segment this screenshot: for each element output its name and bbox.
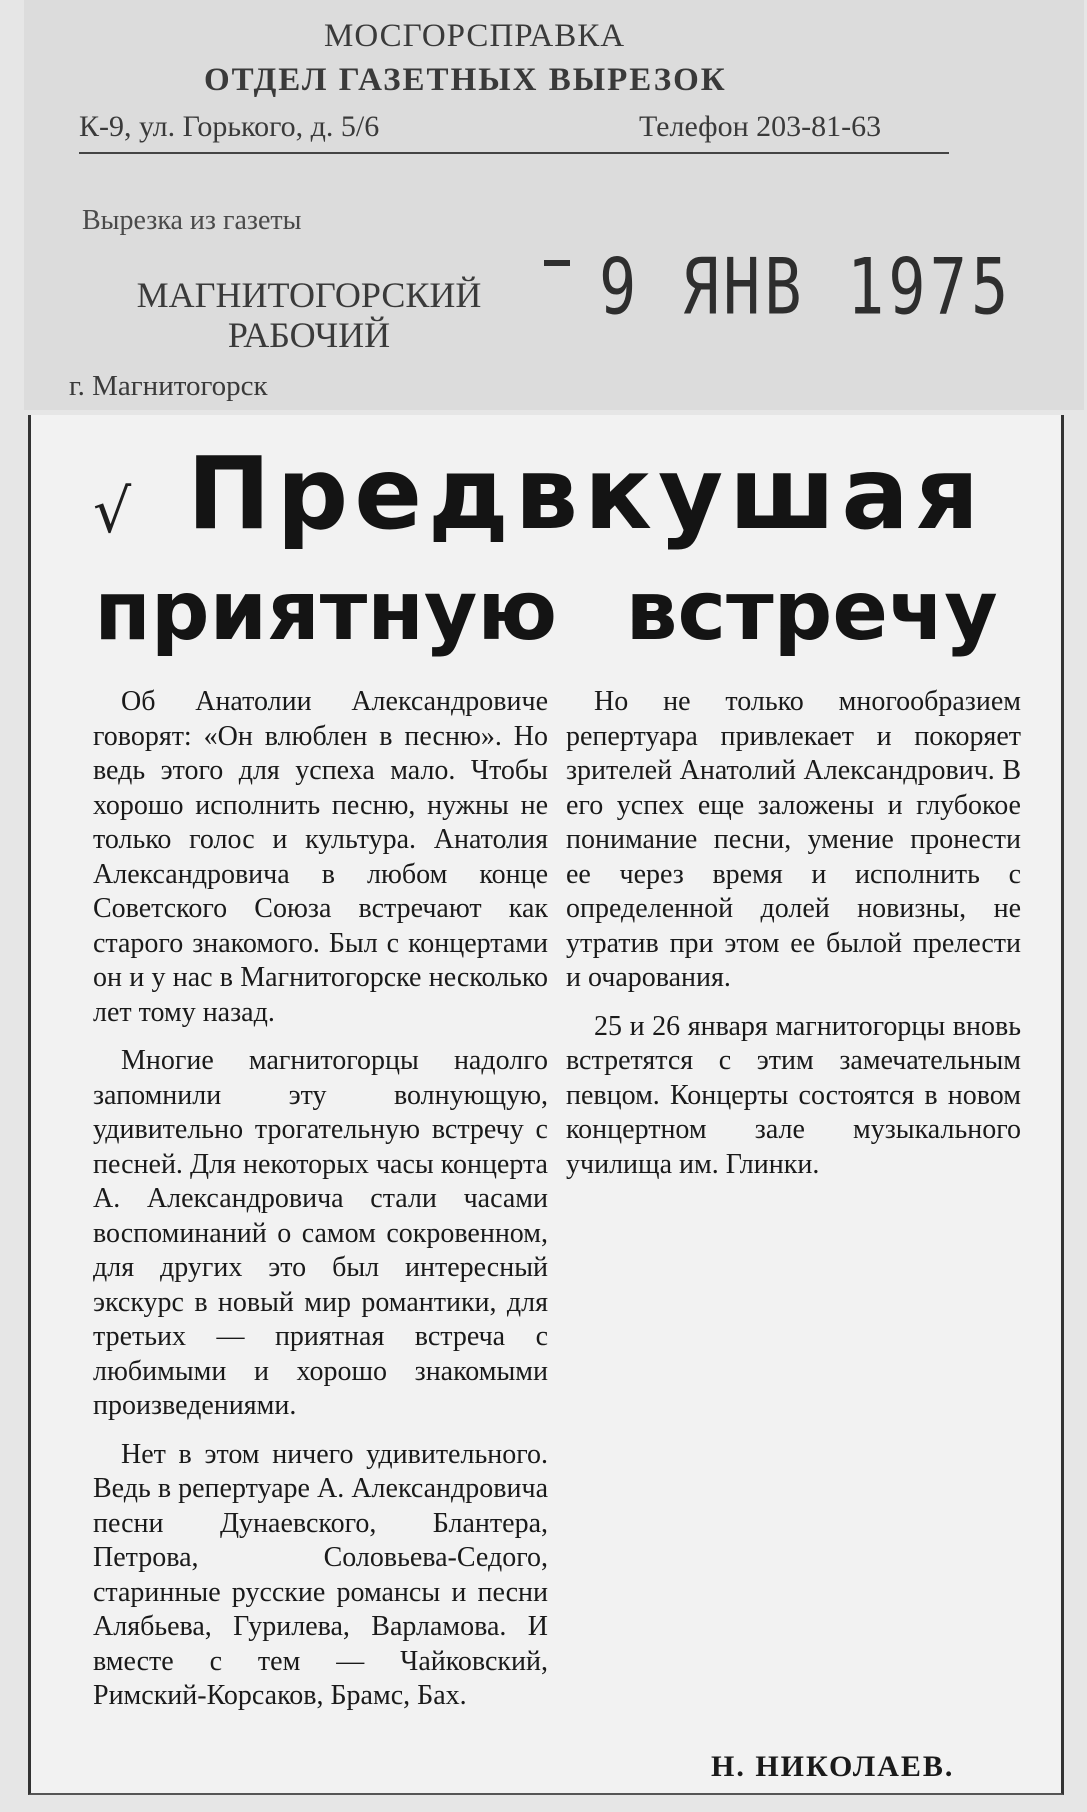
- article-column-right: [566, 685, 1021, 1196]
- department-name: ОТДЕЛ ГАЗЕТНЫХ ВЫРЕЗОК: [204, 62, 727, 98]
- article-paragraph: Многие магнитогорцы надолго запомнили эту волнующую, удивительно трогательную встречу с песней. Для некоторых часы концерта А. Александровича стали часами воспоминаний о самом сокровенном, для других это был интересный экскурс в новый мир романтики, для третьих — приятная встреча с любимыми и хорошо знакомыми произведениями.: [93, 1045, 548, 1421]
- article-paragraph: Нет в этом ничего удивительного. Ведь в репертуаре А. Александровича песни Дунаевского, Блантера, Петрова, Соловьева-Седого, старинные русские романсы и песни Алябьева, Гурилева, Варламова. И вместе с тем — Чайковский, Римский-Корсаков, Брамс, Бах.: [93, 1438, 548, 1711]
- newspaper-clipping: [28, 415, 1064, 1795]
- article-paragraph: 25 и 26 января магнитогорцы вновь встретятся с этим замечательным певцом. Концерты состоятся в новом концертном зале музыкального училища им. Глинки.: [566, 1010, 1021, 1180]
- article-column-left: [93, 685, 548, 1714]
- newspaper-city: г. Магнитогорск: [69, 370, 268, 402]
- agency-phone: Телефон 203-81-63: [639, 110, 882, 143]
- date-stamp: 9 ЯНВ 1975: [599, 240, 1013, 333]
- newspaper-name: МАГНИТОГОРСКИЙ РАБОЧИЙ: [136, 275, 482, 355]
- clipping-from-label: Вырезка из газеты: [82, 205, 302, 236]
- agency-name: МОСГОРСПРАВКА: [324, 18, 626, 54]
- article-paragraph: Об Анатолии Александровиче говорят: «Он влюблен в песню». Но ведь этого для успеха мало. Чтобы хорошо исполнить песню, нужны не только голос и культура. Анатолия Александровича в любом конце Советского Союза встречают как старого знакомого. Был с концертами он и у нас в Магнитогорске несколько лет тому назад.: [93, 686, 548, 1028]
- headline-line-1: Предвкушая: [186, 435, 986, 552]
- author-signature: Н. НИКОЛАЕВ.: [711, 1750, 955, 1783]
- article-paragraph: Но не только многообразием репертуара привлекает и покоряет зрителей Анатолий Александрович. В его успех еще заложены и глубокое понимание песни, умение пронести ее через время и исполнить с определенной долей новизны, не утратив при этом ее былой прелести и очарования.: [566, 686, 1021, 993]
- agency-stamp: [24, 0, 1084, 410]
- headline-line-2: приятную встречу: [94, 564, 998, 659]
- stamp-divider: [79, 152, 949, 154]
- date-dash: [544, 260, 570, 266]
- checkmark-icon: √: [93, 477, 132, 547]
- article-headline: [31, 435, 1061, 671]
- agency-address: К-9, ул. Горького, д. 5/6: [79, 110, 380, 143]
